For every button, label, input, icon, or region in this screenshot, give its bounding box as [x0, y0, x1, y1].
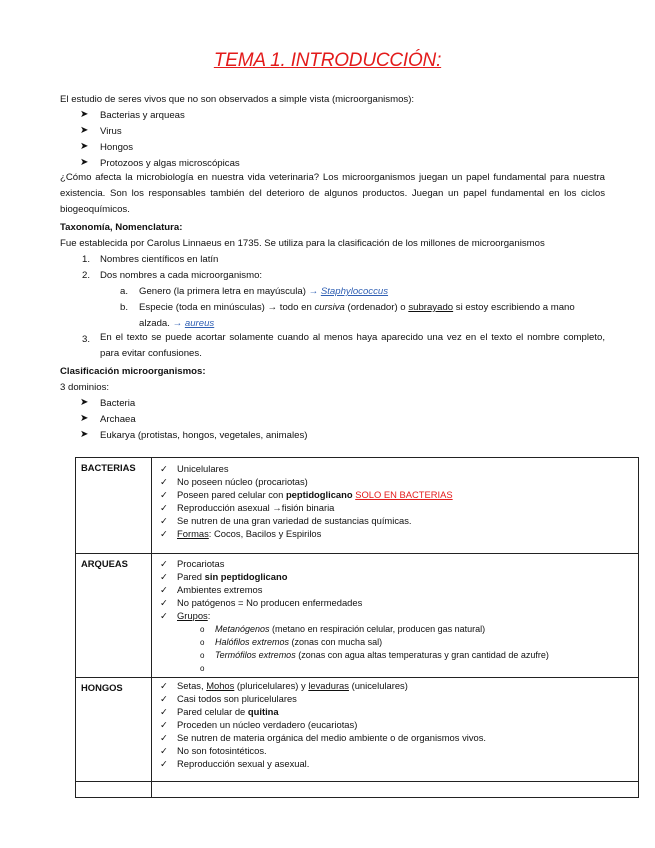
table-item: [177, 610, 210, 621]
row-label: HONGOS: [76, 678, 152, 782]
taxonomy-heading: Taxonomía, Nomenclatura:: [60, 222, 183, 233]
group-name: Halófilos extremos: [215, 637, 290, 647]
circle-bullet-icon: o: [200, 625, 205, 634]
check-icon: ✓: [160, 476, 168, 487]
item-text: :: [207, 610, 211, 621]
row-label: ARQUEAS: [76, 554, 152, 678]
classification-table: [75, 457, 639, 798]
item-text: : Cocos, Bacilos y Espirilos: [208, 528, 322, 539]
subitem-b-text: Especie (toda en minúsculas) → todo en: [139, 302, 315, 313]
example-genus: Staphylococcus: [320, 286, 389, 297]
table-item: No poseen núcleo (procariotas): [177, 476, 308, 487]
check-icon: ✓: [160, 597, 168, 608]
taxonomy-item-1: Nombres científicos en latín: [100, 254, 219, 265]
table-row-hongos: [76, 678, 639, 782]
list-number: 2.: [82, 270, 91, 281]
row-content-empty: [152, 782, 639, 798]
check-icon: ✓: [160, 528, 168, 539]
arrow-bullet-icon: ➤: [80, 429, 89, 440]
arrow-right-icon: →: [272, 502, 282, 513]
check-icon: ✓: [160, 680, 168, 691]
circle-bullet-icon: o: [200, 638, 205, 647]
arrow-bullet-icon: ➤: [80, 109, 89, 120]
table-row-arqueas: [76, 554, 639, 678]
classification-heading: Clasificación microorganismos:: [60, 366, 206, 377]
item-bold: quitina: [247, 706, 279, 717]
subitem-a-text: Genero (la primera letra en mayúscula): [139, 286, 306, 297]
arrow-right-icon: →: [308, 286, 319, 297]
table-item: [177, 502, 334, 513]
table-item: Unicelulares: [177, 463, 229, 474]
table-item: [177, 706, 279, 717]
item-underlined: Mohos: [206, 680, 235, 691]
check-icon: ✓: [160, 610, 168, 621]
check-icon: ✓: [160, 758, 168, 769]
check-icon: ✓: [160, 584, 168, 595]
domains-label: 3 dominios:: [60, 382, 110, 393]
item-underlined: Grupos: [177, 610, 208, 621]
row-content: [152, 678, 639, 782]
list-item: Hongos: [100, 142, 134, 153]
group-item: [215, 650, 549, 660]
item-text: (unicelulares): [348, 680, 408, 691]
group-item: [215, 624, 485, 634]
table-item: Se nutren de materia orgánica del medio ambiente o de organismos vivos.: [177, 732, 487, 743]
subitem-b-text: (ordenador) o: [344, 302, 409, 313]
check-icon: ✓: [160, 706, 168, 717]
item-bold: sin peptidoglicano: [204, 571, 288, 582]
item-underlined: levaduras: [308, 680, 349, 691]
arrow-right-icon: →: [172, 318, 183, 329]
table-item: No son fotosintéticos.: [177, 745, 267, 756]
arrow-bullet-icon: ➤: [80, 157, 89, 168]
item-underlined: Formas: [177, 528, 209, 539]
item-text: Pared celular de: [177, 706, 248, 717]
taxonomy-subitem-b-line2: [139, 318, 214, 329]
domain-item: Archaea: [100, 414, 136, 425]
table-row-bacterias: [76, 458, 639, 554]
item-text: fisión binaria: [281, 502, 335, 513]
table-item: [177, 528, 321, 539]
arrow-bullet-icon: ➤: [80, 413, 89, 424]
check-icon: ✓: [160, 571, 168, 582]
group-item: [215, 637, 382, 647]
check-icon: ✓: [160, 693, 168, 704]
group-name: Metanógenos: [215, 624, 270, 634]
table-item: Proceden un núcleo verdadero (eucariotas): [177, 719, 358, 730]
circle-bullet-icon: o: [200, 651, 205, 660]
group-name: Termófilos extremos: [215, 650, 296, 660]
group-desc: (zonas con agua altas temperaturas y gran cantidad de azufre): [295, 650, 549, 660]
check-icon: ✓: [160, 463, 168, 474]
check-icon: ✓: [160, 745, 168, 756]
item-text: Pared: [177, 571, 205, 582]
example-species: aureus: [184, 318, 215, 329]
circle-bullet-icon: o: [200, 664, 205, 673]
check-icon: ✓: [160, 719, 168, 730]
row-content: [152, 458, 639, 554]
arrow-bullet-icon: ➤: [80, 125, 89, 136]
domain-item: Eukarya (protistas, hongos, vegetales, animales): [100, 430, 308, 441]
list-item: Protozoos y algas microscópicas: [100, 158, 240, 169]
check-icon: ✓: [160, 515, 168, 526]
row-label-empty: [76, 782, 152, 798]
taxonomy-subitem-b: [139, 302, 575, 313]
table-item: Reproducción sexual y asexual.: [177, 758, 310, 769]
list-number: 1.: [82, 254, 91, 265]
table-item: [177, 489, 453, 500]
list-item: Virus: [100, 126, 122, 137]
list-item: Bacterias y arqueas: [100, 110, 185, 121]
check-icon: ✓: [160, 558, 168, 569]
table-item: Casi todos son pluricelulares: [177, 693, 297, 704]
table-row-empty: [76, 782, 639, 798]
table-item: Se nutren de una gran variedad de sustancias químicas.: [177, 515, 412, 526]
subitem-b-text: alzada.: [139, 318, 170, 329]
arrow-bullet-icon: ➤: [80, 397, 89, 408]
list-number: 3.: [82, 334, 91, 345]
table-item: [177, 571, 287, 582]
table-item: Ambientes extremos: [177, 584, 263, 595]
cursiva-word: cursiva: [314, 302, 345, 313]
sublist-mark: a.: [120, 286, 129, 297]
item-highlight: SOLO EN BACTERIAS: [355, 489, 453, 500]
taxonomy-item-2: Dos nombres a cada microorganismo:: [100, 270, 263, 281]
subitem-b-text: si estoy escribiendo a mano: [453, 302, 575, 313]
item-text: Reproducción asexual: [177, 502, 273, 513]
check-icon: ✓: [160, 489, 168, 500]
table-item: [177, 680, 408, 691]
group-desc: (zonas con mucha sal): [289, 637, 383, 647]
table-item: No patógenos = No producen enfermedades: [177, 597, 363, 608]
intro-text: El estudio de seres vivos que no son observados a simple vista (microorganismos):: [60, 94, 415, 105]
row-content: [152, 554, 639, 678]
intro-paragraph: ¿Cómo afecta la microbiología en nuestra vida veterinaria? Los microorganismos juegan un papel fundamental para nuestra existencia. Son los responsables también del deterioro de algunos productos. Juegan un papel fundamental en los ciclos biogeoquímicos.: [60, 172, 605, 215]
sublist-mark: b.: [120, 302, 129, 313]
item-text: (pluricelulares) y: [234, 680, 309, 691]
table-item: Procariotas: [177, 558, 225, 569]
taxonomy-item-3: En el texto se puede acortar solamente cuando al menos haya aparecido una vez en el texto el nombre completo, para evitar confusiones.: [100, 332, 605, 359]
item-bold: peptidoglicano: [285, 489, 353, 500]
subrayado-word: subrayado: [408, 302, 454, 313]
item-text: Setas,: [177, 680, 207, 691]
group-desc: (metano en respiración celular, producen gas natural): [269, 624, 486, 634]
row-label: BACTERIAS: [76, 458, 152, 554]
taxonomy-subitem-a: [139, 286, 388, 297]
check-icon: ✓: [160, 502, 168, 513]
arrow-bullet-icon: ➤: [80, 141, 89, 152]
taxonomy-text: Fue establecida por Carolus Linnaeus en 1735. Se utiliza para la clasificación de los millones de microorganismos: [60, 238, 545, 249]
check-icon: ✓: [160, 732, 168, 743]
item-text: Poseen pared celular con: [177, 489, 286, 500]
page-title: TEMA 1. INTRODUCCIÓN:: [213, 50, 442, 71]
domain-item: Bacteria: [100, 398, 136, 409]
